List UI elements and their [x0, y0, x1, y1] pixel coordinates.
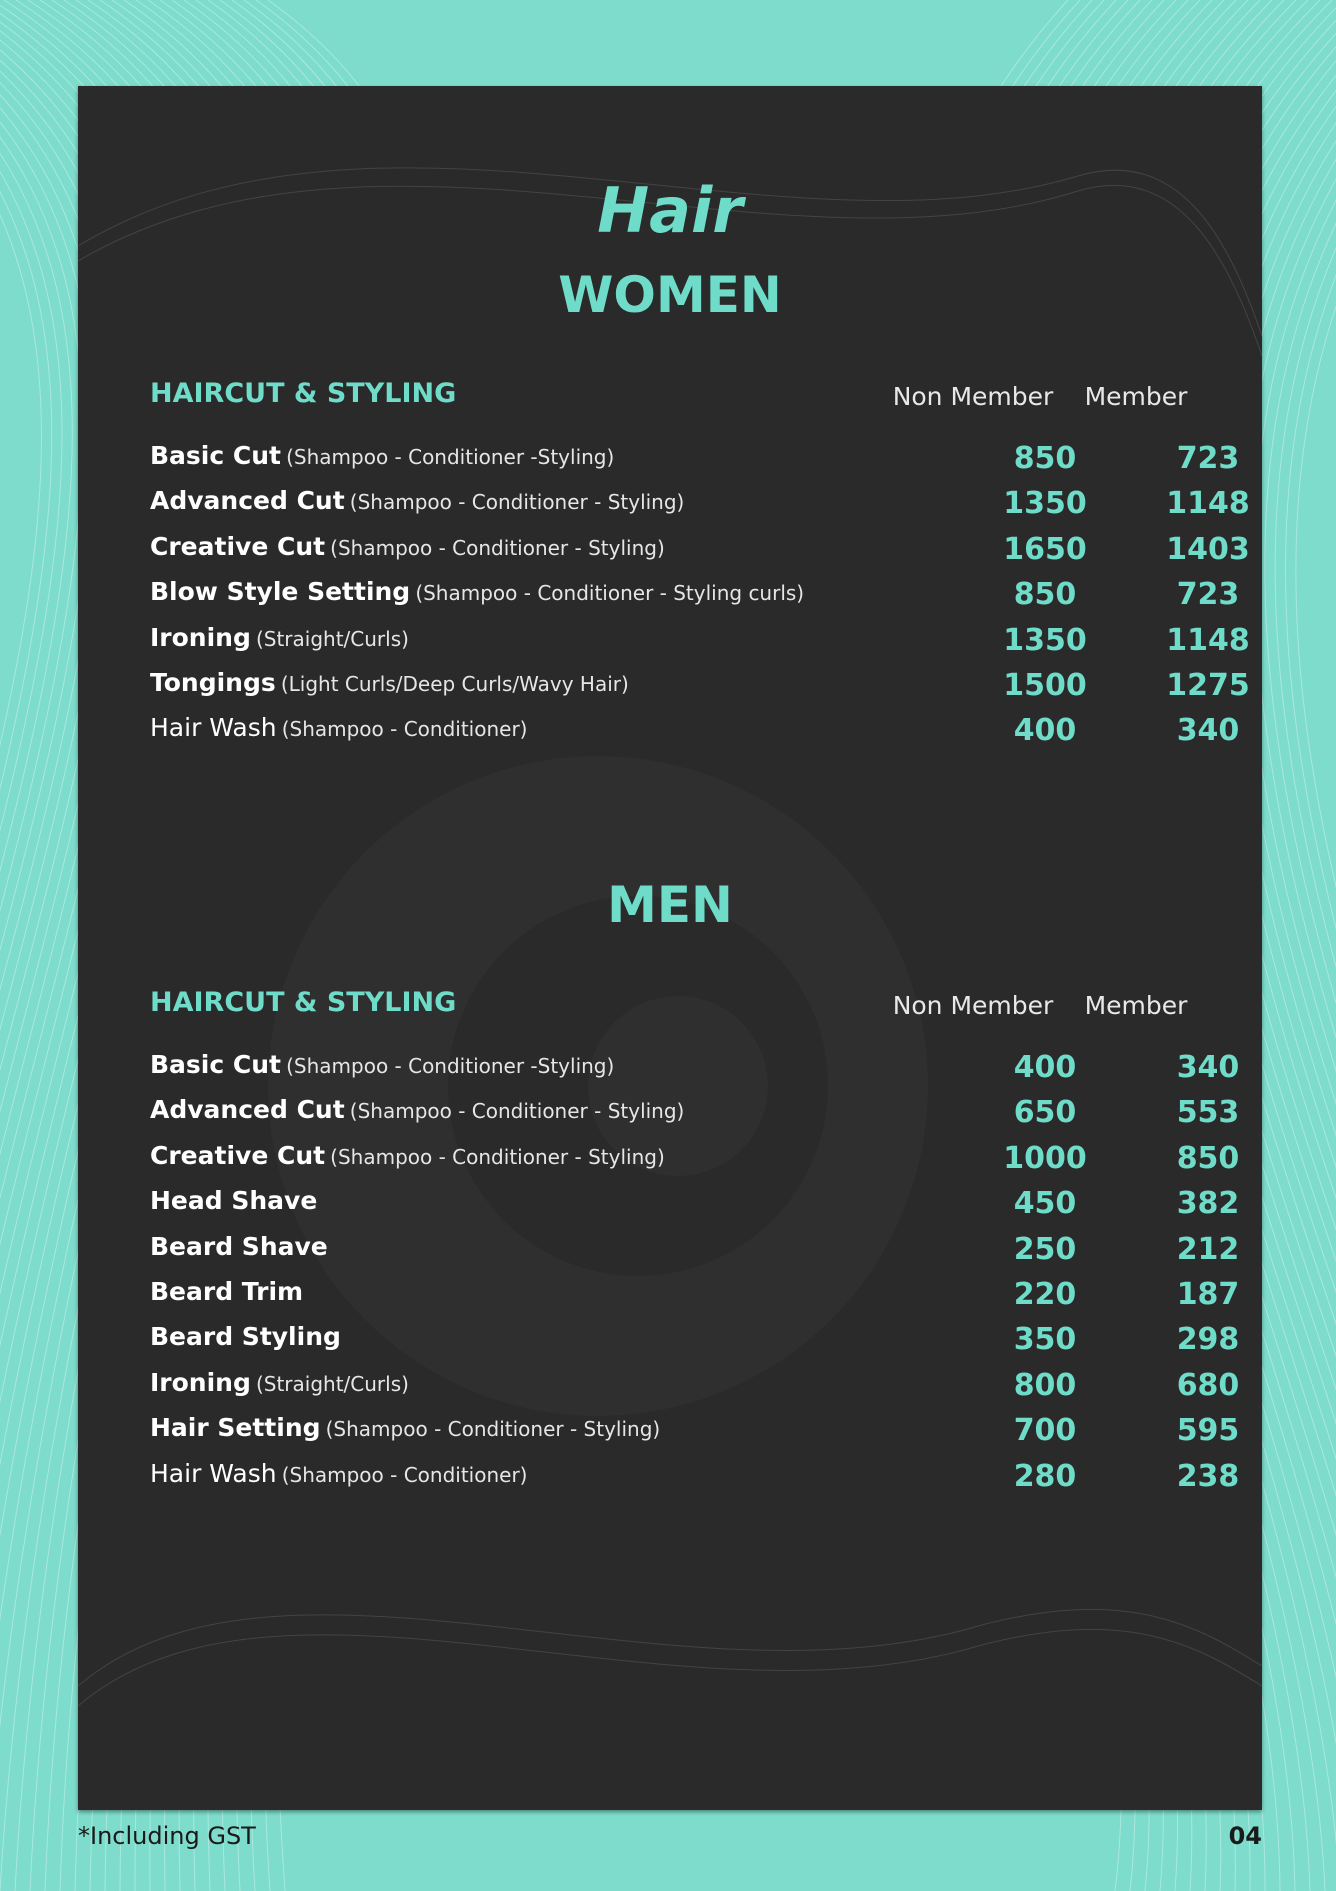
non-member-price: 850 — [1013, 441, 1077, 476]
service-name: Ironing — [150, 622, 251, 652]
member-price: 382 — [1176, 1186, 1240, 1222]
non-member-price: 280 — [1013, 1458, 1077, 1494]
member-price: 1148 — [1166, 486, 1250, 522]
service-description: (Shampoo - Conditioner - Styling) — [330, 535, 665, 560]
service-name: Hair Wash — [150, 713, 277, 743]
member-price: 212 — [1176, 1231, 1240, 1267]
service-description: (Shampoo - Conditioner) — [281, 1462, 528, 1487]
service-description: (Straight/Curls) — [255, 626, 409, 651]
non-member-price: 220 — [1013, 1277, 1077, 1312]
non-member-price: 400 — [1013, 713, 1077, 749]
member-price: 850 — [1176, 1140, 1240, 1176]
price-row — [150, 623, 1250, 663]
non-member-price: 1350 — [1003, 486, 1087, 522]
men-col-member: Member — [1084, 991, 1188, 1020]
service-name: Ironing — [150, 1367, 251, 1397]
non-member-price: 350 — [1013, 1322, 1077, 1358]
member-price: 187 — [1176, 1277, 1240, 1312]
price-row — [150, 1459, 1250, 1499]
member-price: 298 — [1176, 1322, 1240, 1358]
non-member-price: 1000 — [1003, 1140, 1087, 1176]
service-name: Advanced Cut — [150, 486, 345, 516]
non-member-price: 1650 — [1003, 531, 1087, 567]
service-name: Beard Trim — [150, 1277, 304, 1306]
price-row — [150, 1322, 1250, 1362]
men-category: HAIRCUT & STYLING — [150, 987, 457, 1018]
women-category: HAIRCUT & STYLING — [150, 378, 457, 409]
price-row — [150, 713, 1250, 753]
service-description: (Shampoo - Conditioner - Styling) — [349, 490, 685, 515]
non-member-price: 450 — [1013, 1186, 1077, 1222]
service-name: Advanced Cut — [150, 1095, 345, 1125]
member-price: 723 — [1176, 441, 1240, 476]
service-name: Creative Cut — [150, 1140, 326, 1170]
service-name: Hair Wash — [150, 1458, 277, 1488]
price-row — [150, 1413, 1250, 1453]
price-row — [150, 1277, 1250, 1317]
price-row — [150, 1232, 1250, 1272]
member-price: 340 — [1176, 1050, 1240, 1085]
page-number: 04 — [1228, 1822, 1262, 1850]
service-name: Beard Shave — [150, 1231, 328, 1261]
service-name: Basic Cut — [150, 441, 281, 470]
non-member-price: 400 — [1013, 1050, 1077, 1085]
price-row — [150, 441, 1250, 481]
panel-wave-decoration — [78, 86, 1262, 1810]
service-name: Tongings — [150, 668, 276, 697]
price-row — [150, 577, 1250, 617]
member-price: 595 — [1176, 1413, 1240, 1449]
service-description: (Shampoo - Conditioner - Styling curls) — [415, 581, 805, 606]
men-col-non-member: Non Member — [892, 991, 1054, 1020]
price-row — [150, 1186, 1250, 1226]
service-description: (Shampoo - Conditioner -Styling) — [286, 445, 615, 469]
non-member-price: 800 — [1013, 1367, 1077, 1403]
non-member-price: 250 — [1013, 1231, 1077, 1267]
gst-note: *Including GST — [78, 1822, 256, 1850]
member-price: 1403 — [1166, 531, 1250, 567]
non-member-price: 1350 — [1003, 622, 1087, 658]
member-price: 723 — [1176, 577, 1240, 613]
page-title: Hair — [597, 174, 743, 247]
price-row — [150, 1050, 1250, 1090]
service-description: (Shampoo - Conditioner) — [281, 717, 528, 742]
non-member-price: 700 — [1013, 1413, 1077, 1449]
men-heading: MEN — [607, 876, 733, 934]
price-row — [150, 532, 1250, 572]
service-name: Beard Styling — [150, 1322, 341, 1352]
member-price: 680 — [1176, 1367, 1240, 1403]
non-member-price: 850 — [1013, 577, 1077, 613]
women-col-member: Member — [1084, 382, 1188, 411]
menu-panel — [78, 86, 1262, 1810]
service-name: Blow Style Setting — [150, 577, 411, 607]
service-name: Basic Cut — [150, 1050, 281, 1079]
price-row — [150, 668, 1250, 708]
member-price: 1275 — [1166, 668, 1250, 703]
service-description: (Shampoo - Conditioner - Styling) — [325, 1417, 661, 1442]
service-description: (Shampoo - Conditioner - Styling) — [349, 1099, 685, 1124]
women-col-non-member: Non Member — [892, 382, 1054, 411]
price-row — [150, 486, 1250, 526]
member-price: 1148 — [1166, 622, 1250, 658]
price-row — [150, 1141, 1250, 1181]
service-description: (Shampoo - Conditioner -Styling) — [286, 1054, 615, 1078]
service-description: (Shampoo - Conditioner - Styling) — [330, 1144, 665, 1169]
member-price: 340 — [1176, 713, 1240, 749]
service-description: (Light Curls/Deep Curls/Wavy Hair) — [280, 672, 629, 696]
service-description: (Straight/Curls) — [255, 1371, 409, 1396]
service-name: Creative Cut — [150, 531, 326, 561]
price-row — [150, 1368, 1250, 1408]
member-price: 553 — [1176, 1095, 1240, 1131]
price-row — [150, 1095, 1250, 1135]
non-member-price: 1500 — [1003, 668, 1087, 703]
women-heading: WOMEN — [558, 266, 782, 324]
non-member-price: 650 — [1013, 1095, 1077, 1131]
member-price: 238 — [1176, 1458, 1240, 1494]
service-name: Head Shave — [150, 1186, 318, 1216]
service-name: Hair Setting — [150, 1413, 321, 1443]
